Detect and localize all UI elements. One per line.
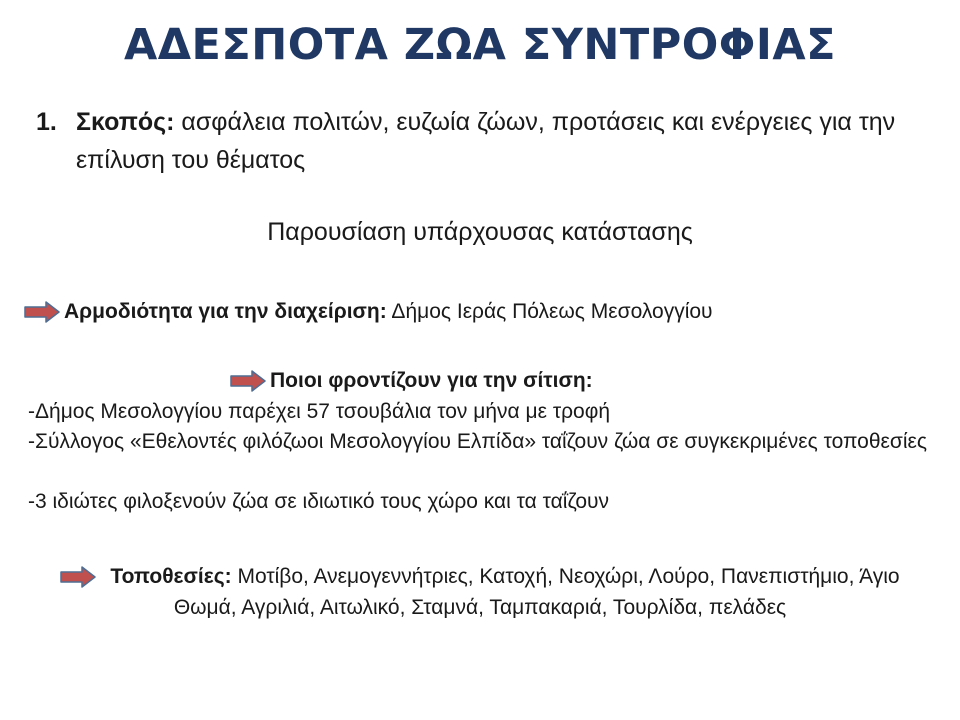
feeding-label: Ποιοι φροντίζουν για την σίτιση: — [270, 369, 593, 392]
locations-block — [60, 561, 900, 623]
arrow-icon — [24, 301, 60, 323]
slide-title: ΑΔΕΣΠΟΤΑ ΖΩΑ ΣΥΝΤΡΟΦΙΑΣ — [123, 20, 836, 70]
responsibility-text: Δήμος Ιεράς Πόλεως Μεσολογγίου — [391, 300, 713, 323]
feeding-item: -Δήμος Μεσολογγίου παρέχει 57 τσουβάλια τον μήνα με τροφή — [28, 400, 611, 423]
purpose-body — [76, 103, 936, 179]
arrow-icon — [60, 566, 96, 588]
feeding-item: -3 ιδιώτες φιλοξενούν ζώα σε ιδιωτικό τους χώρο και τα ταΐζουν — [28, 490, 609, 513]
purpose-item — [36, 103, 936, 179]
purpose-label: Σκοπός: — [76, 108, 175, 136]
feeding-header — [230, 366, 593, 396]
arrow-icon — [230, 370, 266, 392]
locations-text: Μοτίβο, Ανεμογεννήτριες, Κατοχή, Νεοχώρι, Λούρο, Πανεπιστήμιο, Άγιο Θωμά, Αγριλιά, Αιτωλικό, Σταμνά, Ταμπακαριά, Τουρλίδα, πελάδες — [173, 565, 900, 619]
section-subtitle: Παρουσίαση υπάρχουσας κατάστασης — [267, 218, 693, 246]
locations-label: Τοποθεσίες: — [110, 565, 232, 588]
feeding-item: -Σύλλογος «Εθελοντές φιλόζωοι Μεσολογγίου Ελπίδα» ταΐζουν ζώα σε συγκεκριμένες τοποθεσίες — [28, 430, 927, 453]
purpose-text: ασφάλεια πολιτών, ευζωία ζώων, προτάσεις και ενέργειες για την επίλυση του θέματος — [76, 108, 896, 174]
responsibility-label: Αρμοδιότητα για την διαχείριση: — [64, 300, 387, 323]
list-number: 1. — [36, 108, 57, 136]
responsibility-line — [24, 297, 713, 327]
